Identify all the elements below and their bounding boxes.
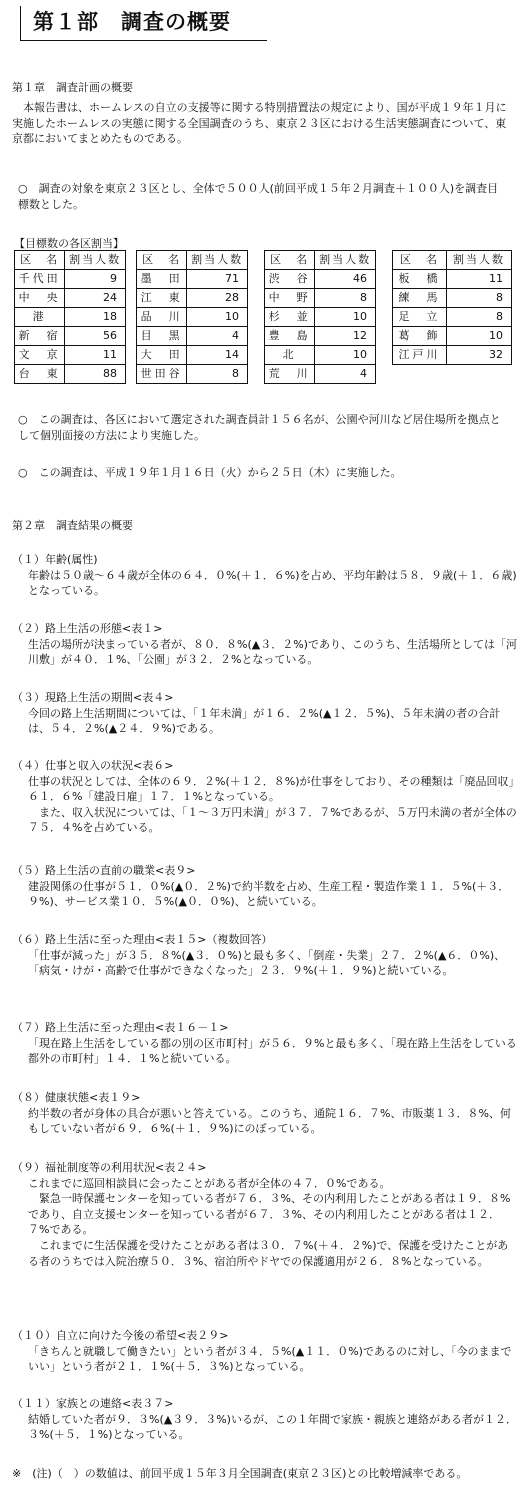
ward-count: 14 <box>187 346 248 365</box>
chapter1-heading: 第１章 調査計画の概要 <box>12 81 133 94</box>
ward-count: 10 <box>315 308 376 327</box>
table-row <box>15 327 126 346</box>
ward-name: 板 橋 <box>393 270 447 289</box>
ward-name: 渋 谷 <box>265 270 315 289</box>
section-heading: （３）現路上生活の期間<表４> <box>12 691 174 704</box>
header-ward: 区 名 <box>137 251 187 270</box>
header-ward: 区 名 <box>393 251 447 270</box>
chapter2-heading: 第２章 調査結果の概要 <box>12 519 133 532</box>
table-row <box>137 270 248 289</box>
ward-name: 豊 島 <box>265 327 315 346</box>
section-body: 建設関係の仕事が５１．０%(▲０．２%)で約半数を占め、生産工程・製造作業１１．５%(＋３．９%)、サービス業１０．５%(▲０．０%)、と続いている。 <box>28 879 510 909</box>
section-4 <box>12 758 517 836</box>
ward-count: 8 <box>446 308 511 327</box>
table-caption: 【目標数の各区割当】 <box>14 237 124 250</box>
section-10 <box>12 1328 517 1375</box>
table-row <box>265 289 376 308</box>
table-row <box>137 346 248 365</box>
ward-name: 江 東 <box>137 289 187 308</box>
section-heading: （４）仕事と収入の状況<表６> <box>12 759 174 772</box>
table-row <box>393 346 512 365</box>
table-row <box>265 270 376 289</box>
section-body: 結婚していた者が９．３%(▲３９．３%)いるが、この１年間で家族・親族と連絡がある者が１２．３%(＋５．１%)となっている。 <box>28 1412 517 1442</box>
ward-count: 8 <box>187 365 248 384</box>
table-row <box>393 270 512 289</box>
ward-count: 4 <box>187 327 248 346</box>
ward-count: 8 <box>446 289 511 308</box>
bullet-method <box>18 412 508 443</box>
section-5 <box>12 863 517 910</box>
ward-count: 18 <box>65 308 126 327</box>
ward-name: 港 <box>15 308 65 327</box>
ward-name: 千代田 <box>15 270 65 289</box>
table-row <box>393 327 512 346</box>
ward-name: 江戸川 <box>393 346 447 365</box>
section-11 <box>12 1396 517 1443</box>
header-count: 割当人数 <box>187 251 248 270</box>
table-row <box>15 346 126 365</box>
ward-name: 台 東 <box>15 365 65 384</box>
section-heading: （８）健康状態<表１９> <box>12 1091 141 1104</box>
section-body: 約半数の者が身体の具合が悪いと答えている。このうち、通院１６．７%、市販薬１３．８%、何もしていない者が６９．６%(＋１．９%)にのぼっている。 <box>28 1106 511 1136</box>
ward-count: 8 <box>315 289 376 308</box>
section-heading: （９）福祉制度等の利用状況<表２４> <box>12 1161 207 1174</box>
intro-text: 本報告書は、ホームレスの自立の支援等に関する特別措置法の規定により、国が平成１９年１月に実施したホームレスの実態に関する全国調査のうち、東京２３区における生活実態調査について、東京都においてまとめたものである。 <box>12 101 507 146</box>
header-ward: 区 名 <box>265 251 315 270</box>
ward-count: 71 <box>187 270 248 289</box>
ward-count: 10 <box>446 327 511 346</box>
ward-name: 練 馬 <box>393 289 447 308</box>
section-body: これまでに生活保護を受けたことがある者は３０．７%(＋４．２%)で、保護を受けたことがある者のうちでは入院治療５０．３%、宿泊所やドヤでの保護適用が２６．８%となっている。 <box>28 1239 509 1268</box>
section-heading: （１０）自立に向けた今後の希望<表２９> <box>12 1329 229 1342</box>
ward-name: 中 野 <box>265 289 315 308</box>
allocation-table-2 <box>136 250 248 384</box>
section-2 <box>12 621 517 668</box>
table-row <box>265 365 376 384</box>
ward-name: 品 川 <box>137 308 187 327</box>
ward-count: 10 <box>315 346 376 365</box>
ward-name: 大 田 <box>137 346 187 365</box>
section-heading: （１１）家族との連絡<表３７> <box>12 1397 174 1410</box>
table-row <box>137 365 248 384</box>
table-row <box>15 365 126 384</box>
ward-name: 足 立 <box>393 308 447 327</box>
ward-name: 荒 川 <box>265 365 315 384</box>
bullet-period-text: ○ この調査は、平成１９年１月１６日（火）から２５日（木）に実施した。 <box>18 466 402 479</box>
section-body: 緊急一時保護センターを知っている者が７６．３%、その内利用したことがある者は１９．８%であり、自立支援センターを知っている者が６７．３%、その内利用したことがある者は１２．７%である。 <box>28 1192 511 1237</box>
ward-count: 9 <box>65 270 126 289</box>
footnote: ※ (注)（ ）の数値は、前回平成１５年３月全国調査(東京２３区)との比較増減率である。 <box>12 1467 468 1480</box>
header-count: 割当人数 <box>65 251 126 270</box>
ward-name: 杉 並 <box>265 308 315 327</box>
table-row <box>137 308 248 327</box>
bullet-target-text: ○ 調査の対象を東京２３区とし、全体で５００人(前回平成１５年２月調査＋１００人)を調査目標数とした。 <box>18 182 499 211</box>
allocation-table-4 <box>392 250 512 365</box>
section-7 <box>12 1020 517 1067</box>
table-row <box>137 289 248 308</box>
ward-count: 88 <box>65 365 126 384</box>
ward-name: 中 央 <box>15 289 65 308</box>
section-body: 今回の路上生活期間については、「１年未満」が１６．２%(▲１２．５%)、５年未満の者の合計は、５４．２%(▲２４．９%)である。 <box>28 706 501 736</box>
section-heading: （１）年齢(属性) <box>12 553 98 566</box>
ward-count: 12 <box>315 327 376 346</box>
section-8 <box>12 1090 517 1137</box>
table-row <box>15 289 126 308</box>
section-heading: （６）路上生活に至った理由<表１５>（複数回答） <box>12 933 273 946</box>
bullet-period <box>18 465 508 481</box>
bullet-method-text: ○ この調査は、各区において選定された調査員計１５６名が、公園や河川など居住場所を拠点として個別面接の方法により実施した。 <box>18 413 501 442</box>
ward-name: 北 <box>265 346 315 365</box>
section-body: 「現在路上生活をしている都の別の区市町村」が５６．９%と最も多く、「現在路上生活をしている都外の市町村」１４．１%と続いている。 <box>28 1036 517 1066</box>
ward-count: 46 <box>315 270 376 289</box>
ward-name: 新 宿 <box>15 327 65 346</box>
header-count: 割当人数 <box>315 251 376 270</box>
table-row <box>137 327 248 346</box>
ward-count: 10 <box>187 308 248 327</box>
section-9 <box>12 1160 517 1269</box>
section-heading: （７）路上生活に至った理由<表１６－１> <box>12 1021 229 1034</box>
table-row <box>265 327 376 346</box>
table-row <box>393 308 512 327</box>
ward-count: 11 <box>446 270 511 289</box>
header-ward: 区 名 <box>15 251 65 270</box>
ward-name: 葛 飾 <box>393 327 447 346</box>
table-row <box>15 270 126 289</box>
section-body: 生活の場所が決まっている者が、８０．８%(▲３．２%)であり、このうち、生活場所としては「河川敷」が４０．１%、「公園」が３２．２%となっている。 <box>28 637 517 667</box>
section-body: 仕事の状況としては、全体の６９．２%(＋１２．８%)が仕事をしており、その種類は「廃品回収」６１．６%「建設日雇」１７．１%となっている。 <box>28 774 514 804</box>
table-row <box>393 289 512 308</box>
header-count: 割当人数 <box>446 251 511 270</box>
chapter1-intro <box>12 100 512 147</box>
section-heading: （２）路上生活の形態<表１> <box>12 622 163 635</box>
ward-name: 世田谷 <box>137 365 187 384</box>
table-row <box>265 346 376 365</box>
section-body: これまでに巡回相談員に会ったことがある者が全体の４７．０%である。 <box>28 1176 391 1190</box>
page-title: 第１部 調査の概要 <box>33 10 231 34</box>
ward-name: 目 黒 <box>137 327 187 346</box>
section-body: 年齢は５０歳～６４歳が全体の６４．０%(＋１．６%)を占め、平均年齢は５８．９歳(＋１．６歳)となっている。 <box>28 568 517 598</box>
ward-name: 文 京 <box>15 346 65 365</box>
allocation-table-1 <box>14 250 126 384</box>
section-1 <box>12 552 517 599</box>
section-3 <box>12 690 517 737</box>
bullet-target <box>18 181 508 212</box>
ward-count: 11 <box>65 346 126 365</box>
ward-count: 4 <box>315 365 376 384</box>
section-6 <box>12 932 517 979</box>
ward-name: 墨 田 <box>137 270 187 289</box>
table-row <box>265 308 376 327</box>
ward-count: 32 <box>446 346 511 365</box>
section-body: 「仕事が減った」が３５．８%(▲３．０%)と最も多く、「倒産・失業」２７．２%(▲６．０%)、「病気・けが・高齢で仕事ができなくなった」２３．９%(＋１．９%)と続いている。 <box>28 948 506 978</box>
section-heading: （５）路上生活の直前の職業<表９> <box>12 864 196 877</box>
ward-count: 28 <box>187 289 248 308</box>
title-box <box>20 6 267 41</box>
ward-count: 56 <box>65 327 126 346</box>
table-row <box>15 308 126 327</box>
section-body: また、収入状況については、「１～３万円未満」が３７．７%であるが、５万円未満の者が全体の７５．４%を占めている。 <box>28 805 517 835</box>
allocation-table-3 <box>264 250 376 384</box>
section-body: 「きちんと就職して働きたい」という者が３４．５%(▲１１．０%)であるのに対し、「今のままでいい」という者が２１．１%(＋５．３%)となっている。 <box>28 1344 512 1374</box>
ward-count: 24 <box>65 289 126 308</box>
